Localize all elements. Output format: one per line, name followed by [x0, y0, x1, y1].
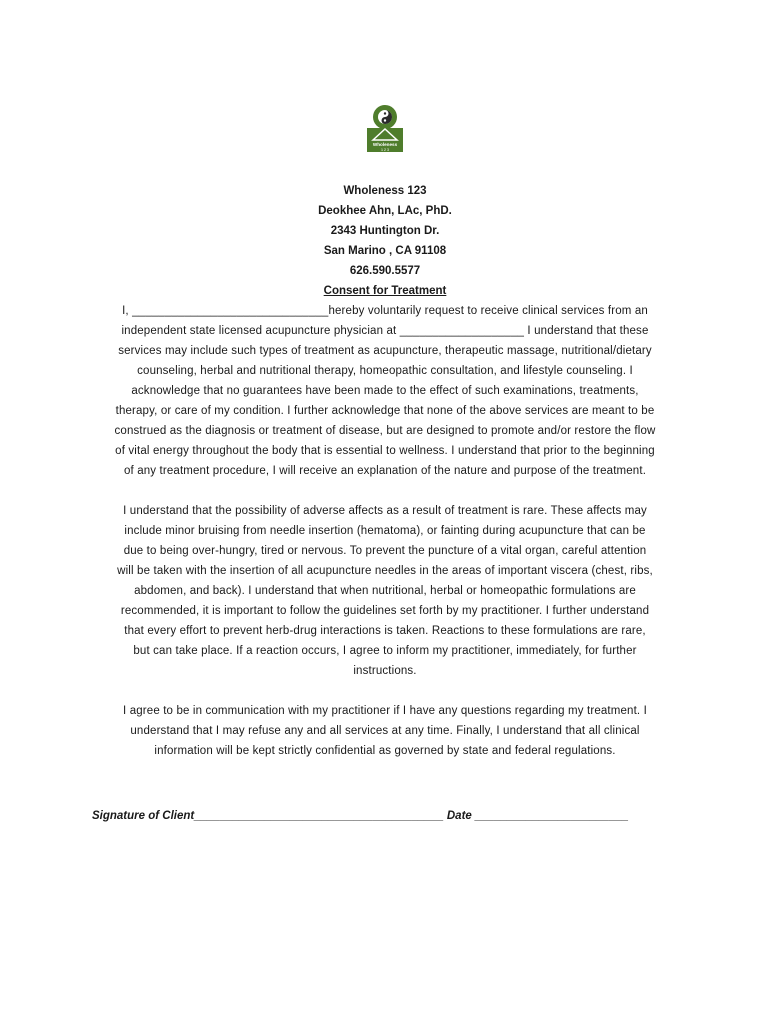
date-label: Date: [446, 810, 472, 822]
paragraph-line: understand that I may refuse any and all services at any time. Finally, I understand that all clinical: [130, 725, 640, 737]
signature-client-field[interactable]: _______________________________________: [194, 810, 444, 822]
consent-paragraph-2: [86, 501, 684, 681]
paragraph-line: I, ______________________________hereby voluntarily request to receive clinical services from an: [122, 305, 648, 317]
paragraph-line: of any treatment procedure, I will receive an explanation of the nature and purpose of the treatment.: [123, 465, 647, 477]
paragraph-line: recommended, it is important to follow the guidelines set forth by my practitioner. I further understand: [120, 605, 650, 617]
paragraph-line: acknowledge that no guarantees have been made to the effect of such examinations, treatments,: [131, 385, 639, 397]
paragraph-line: information will be kept strictly confidential as governed by state and federal regulations.: [154, 745, 616, 757]
document-title: Consent for Treatment: [323, 285, 447, 297]
paragraph-line: independent state licensed acupuncture physician at ___________________ I understand that these: [121, 325, 649, 337]
paragraph-line: services may include such types of treatment as acupuncture, therapeutic massage, nutritional/dietary: [118, 345, 652, 357]
logo-text-top: Wholeness: [372, 142, 398, 147]
yin-yang-logo-icon: [366, 104, 404, 152]
paragraph-line: I agree to be in communication with my practitioner if I have any questions regarding my treatment. I: [123, 705, 647, 717]
logo-text-bottom: 1 2 3: [381, 148, 389, 152]
address-line-2: San Marino , CA 91108: [323, 245, 447, 257]
paragraph-line: due to being over-hungry, tired or nervous. To prevent the puncture of a vital organ, careful attention: [123, 545, 647, 557]
letterhead: [0, 181, 770, 281]
date-field[interactable]: ________________________: [475, 810, 629, 822]
paragraph-line: of vital energy throughout the body that is essential to wellness. I understand that prior to the beginning: [115, 445, 655, 457]
paragraph-line: that every effort to prevent herb-drug interactions is taken. Reactions to these formulations are rare,: [124, 625, 646, 637]
practitioner-name: Deokhee Ahn, LAc, PhD.: [318, 205, 452, 217]
paragraph-line: include minor bruising from needle insertion (hematoma), or fainting during acupuncture that can be: [124, 525, 646, 537]
paragraph-line: counseling, herbal and nutritional therapy, homeopathic consultation, and lifestyle counseling. I: [137, 365, 633, 377]
paragraph-line: will be taken with the insertion of all acupuncture needles in the areas of important viscera (chest, ribs,: [117, 565, 653, 577]
signature-client-label: Signature of Client: [92, 810, 195, 822]
signature-row: [92, 806, 692, 826]
yin-yang-icon: [378, 110, 392, 124]
phone-number: 626.590.5577: [349, 265, 421, 277]
address-line-1: 2343 Huntington Dr.: [330, 225, 440, 237]
paragraph-line: instructions.: [353, 665, 417, 677]
consent-paragraph-1: [86, 301, 684, 481]
paragraph-line: abdomen, and back). I understand that when nutritional, herbal or homeopathic formulations are: [134, 585, 636, 597]
paragraph-line: therapy, or care of my condition. I further acknowledge that none of the above services are meant to be: [115, 405, 655, 417]
paragraph-line: construed as the diagnosis or treatment of disease, but are designed to promote and/or restore the flow: [114, 425, 656, 437]
practice-name: Wholeness 123: [343, 185, 427, 197]
paragraph-line: but can take place. If a reaction occurs, I agree to inform my practitioner, immediately, for further: [133, 645, 637, 657]
paragraph-line: I understand that the possibility of adverse affects as a result of treatment is rare. These affects may: [123, 505, 647, 517]
wholeness-logo: [366, 104, 404, 152]
consent-paragraph-3: [86, 701, 684, 761]
